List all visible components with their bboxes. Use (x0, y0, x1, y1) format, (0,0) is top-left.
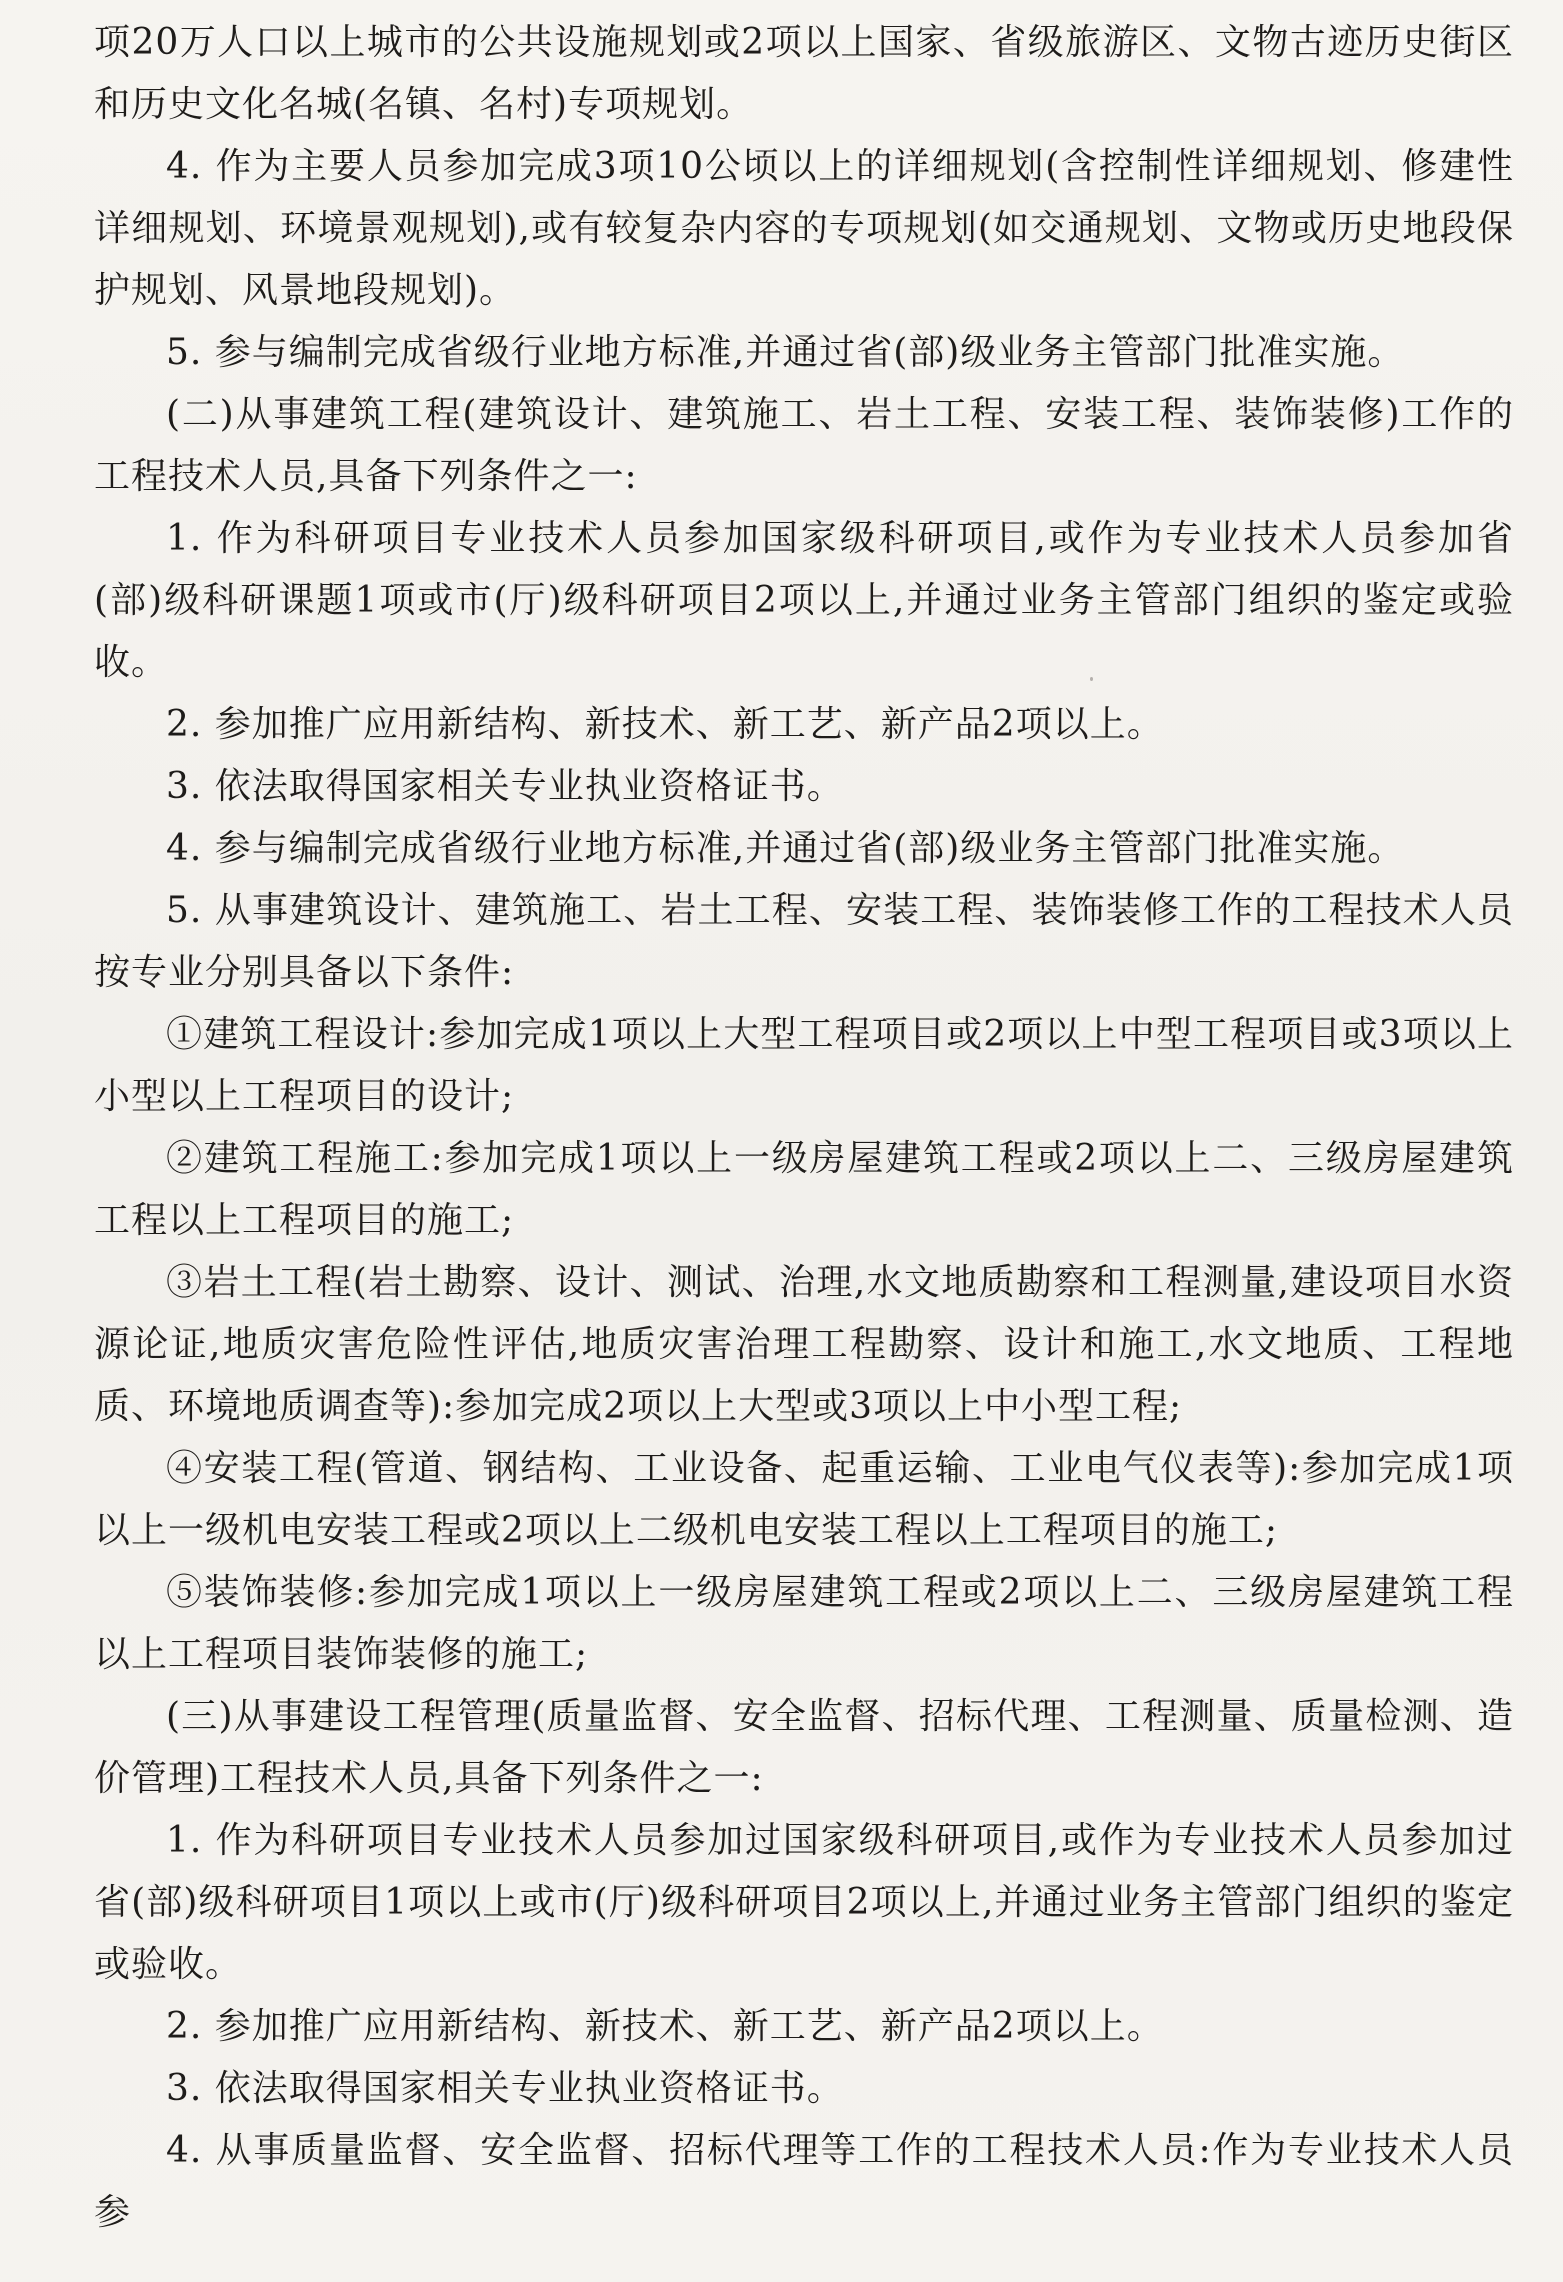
paragraph-continuation: 项20万人口以上城市的公共设施规划或2项以上国家、省级旅游区、文物古迹历史街区和历史文化名城(名镇、名村)专项规划。 (94, 22, 1514, 125)
scan-speck (1090, 677, 1093, 681)
paragraph-item-5-specialties: 5. 从事建筑设计、建筑施工、岩土工程、安装工程、装饰装修工作的工程技术人员按专业分别具备以下条件: (94, 890, 1514, 993)
paragraph-mgmt-item-4-supervision: 4. 从事质量监督、安全监督、招标代理等工作的工程技术人员:作为专业技术人员参 (94, 2130, 1514, 2233)
paragraph-item-2-new-tech: 2. 参加推广应用新结构、新技术、新工艺、新产品2项以上。 (166, 704, 1164, 745)
section-heading-construction-engineering: (二)从事建筑工程(建筑设计、建筑施工、岩土工程、安装工程、装饰装修)工作的工程技术人员,具备下列条件之一: (94, 394, 1514, 497)
paragraph-sub-1-design: ①建筑工程设计:参加完成1项以上大型工程项目或2项以上中型工程项目或3项以上小型以上工程项目的设计; (94, 1014, 1514, 1117)
paragraph-sub-5-decoration: ⑤装饰装修:参加完成1项以上一级房屋建筑工程或2项以上二、三级房屋建筑工程以上工程项目装饰装修的施工; (94, 1572, 1514, 1675)
paragraph-sub-3-geotechnical: ③岩土工程(岩土勘察、设计、测试、治理,水文地质勘察和工程测量,建设项目水资源论证,地质灾害危险性评估,地质灾害治理工程勘察、设计和施工,水文地质、工程地质、环境地质调查等):参加完成2项以上大型或3项以上中小型工程; (94, 1262, 1514, 1427)
section-heading-construction-management: (三)从事建设工程管理(质量监督、安全监督、招标代理、工程测量、质量检测、造价管理)工程技术人员,具备下列条件之一: (94, 1696, 1514, 1799)
paragraph-item-5-standards: 5. 参与编制完成省级行业地方标准,并通过省(部)级业务主管部门批准实施。 (166, 332, 1405, 373)
paragraph-item-4-detailed-planning: 4. 作为主要人员参加完成3项10公顷以上的详细规划(含控制性详细规划、修建性详细规划、环境景观规划),或有较复杂内容的专项规划(如交通规划、文物或历史地段保护规划、风景地段规划)。 (94, 146, 1514, 311)
paragraph-sub-2-construction: ②建筑工程施工:参加完成1项以上一级房屋建筑工程或2项以上二、三级房屋建筑工程以上工程项目的施工; (94, 1138, 1514, 1241)
paragraph-item-3-certificate: 3. 依法取得国家相关专业执业资格证书。 (166, 766, 844, 807)
document-body (94, 12, 1514, 2244)
paragraph-mgmt-item-3-certificate: 3. 依法取得国家相关专业执业资格证书。 (166, 2068, 844, 2109)
paragraph-mgmt-item-1-research: 1. 作为科研项目专业技术人员参加过国家级科研项目,或作为专业技术人员参加过省(部)级科研项目1项以上或市(厅)级科研项目2项以上,并通过业务主管部门组织的鉴定或验收。 (94, 1820, 1514, 1985)
paragraph-item-1-research: 1. 作为科研项目专业技术人员参加国家级科研项目,或作为专业技术人员参加省(部)级科研课题1项或市(厅)级科研项目2项以上,并通过业务主管部门组织的鉴定或验收。 (94, 518, 1514, 683)
paragraph-mgmt-item-2-new-tech: 2. 参加推广应用新结构、新技术、新工艺、新产品2项以上。 (166, 2006, 1164, 2047)
paragraph-sub-4-installation: ④安装工程(管道、钢结构、工业设备、起重运输、工业电气仪表等):参加完成1项以上一级机电安装工程或2项以上二级机电安装工程以上工程项目的施工; (94, 1448, 1514, 1551)
paragraph-item-4-standards: 4. 参与编制完成省级行业地方标准,并通过省(部)级业务主管部门批准实施。 (166, 828, 1405, 869)
